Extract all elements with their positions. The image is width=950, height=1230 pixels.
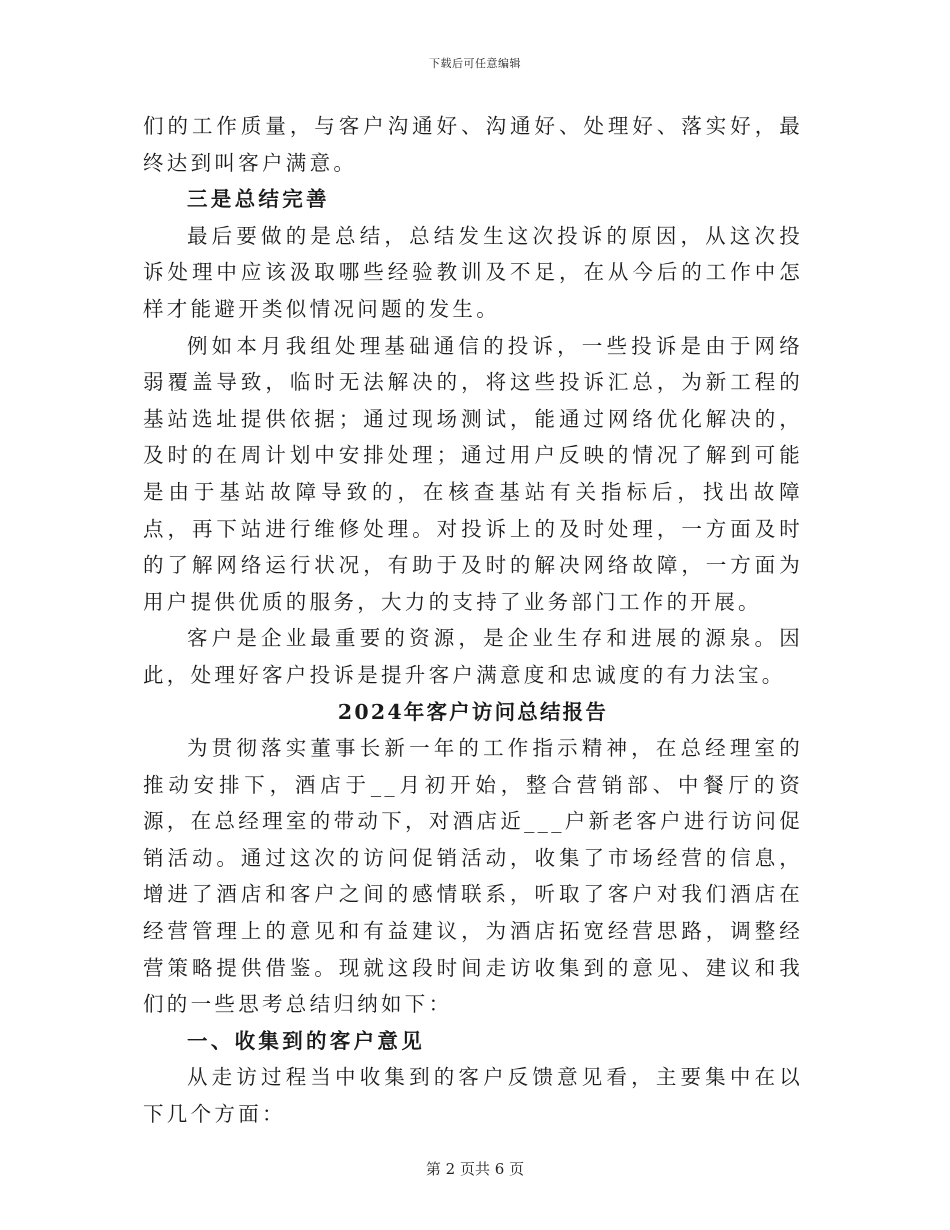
page-footer: 第 2 页共 6 页 (425, 1160, 525, 1178)
paragraph-summary: 最后要做的是总结，总结发生这次投诉的原因，从这次投诉处理中应该汲取哪些经验教训及不足，在从今后的工作中怎样才能避开类似情况问题的发生。 (143, 223, 803, 321)
paragraph-example: 例如本月我组处理基础通信的投诉，一些投诉是由于网络弱覆盖导致，临时无法解决的，将这些投诉汇总，为新工程的基站选址提供依据；通过现场测试，能通过网络优化解决的，及时的在周计划中安排处理；通过用户反映的情况了解到可能是由于基站故障导致的，在核查基站有关指标后，找出故障点，再下站进行维修处理。对投诉上的及时处理，一方面及时的了解网络运行状况，有助于及时的解决网络故障，一方面为用户提供优质的服务，大力的支持了业务部门工作的开展。 (143, 333, 803, 614)
section-heading-opinions: 一、收集到的客户意见 (187, 1028, 425, 1053)
document-body (143, 108, 803, 1133)
paragraph-intro: 为贯彻落实董事长新一年的工作指示精神，在总经理室的推动安排下，酒店于__月初开始，整合营销部、中餐厅的资源，在总经理室的带动下，对酒店近___户新老客户进行访问促销活动。通过这次的访问促销活动，收集了市场经营的信息，增进了酒店和客户之间的感情联系，听取了客户对我们酒店在经营管理上的意见和有益建议，为酒店拓宽经营思路，调整经营策略提供借鉴。现就这段时间走访收集到的意见、建议和我们的一些思考总结归纳如下： (143, 736, 803, 1017)
report-title: 2024年客户访问总结报告 (337, 699, 609, 724)
paragraph-conclusion: 客户是企业最重要的资源，是企业生存和进展的源泉。因此，处理好客户投诉是提升客户满意度和忠诚度的有力法宝。 (143, 626, 803, 687)
section-heading-summary: 三是总结完善 (187, 187, 330, 212)
paragraph-opinions: 从走访过程当中收集到的客户反馈意见看，主要集中在以下几个方面： (143, 1065, 803, 1127)
paragraph-continued: 们的工作质量，与客户沟通好、沟通好、处理好、落实好，最终达到叫客户满意。 (143, 114, 803, 175)
page-header: 下载后可任意编辑 (429, 57, 521, 70)
